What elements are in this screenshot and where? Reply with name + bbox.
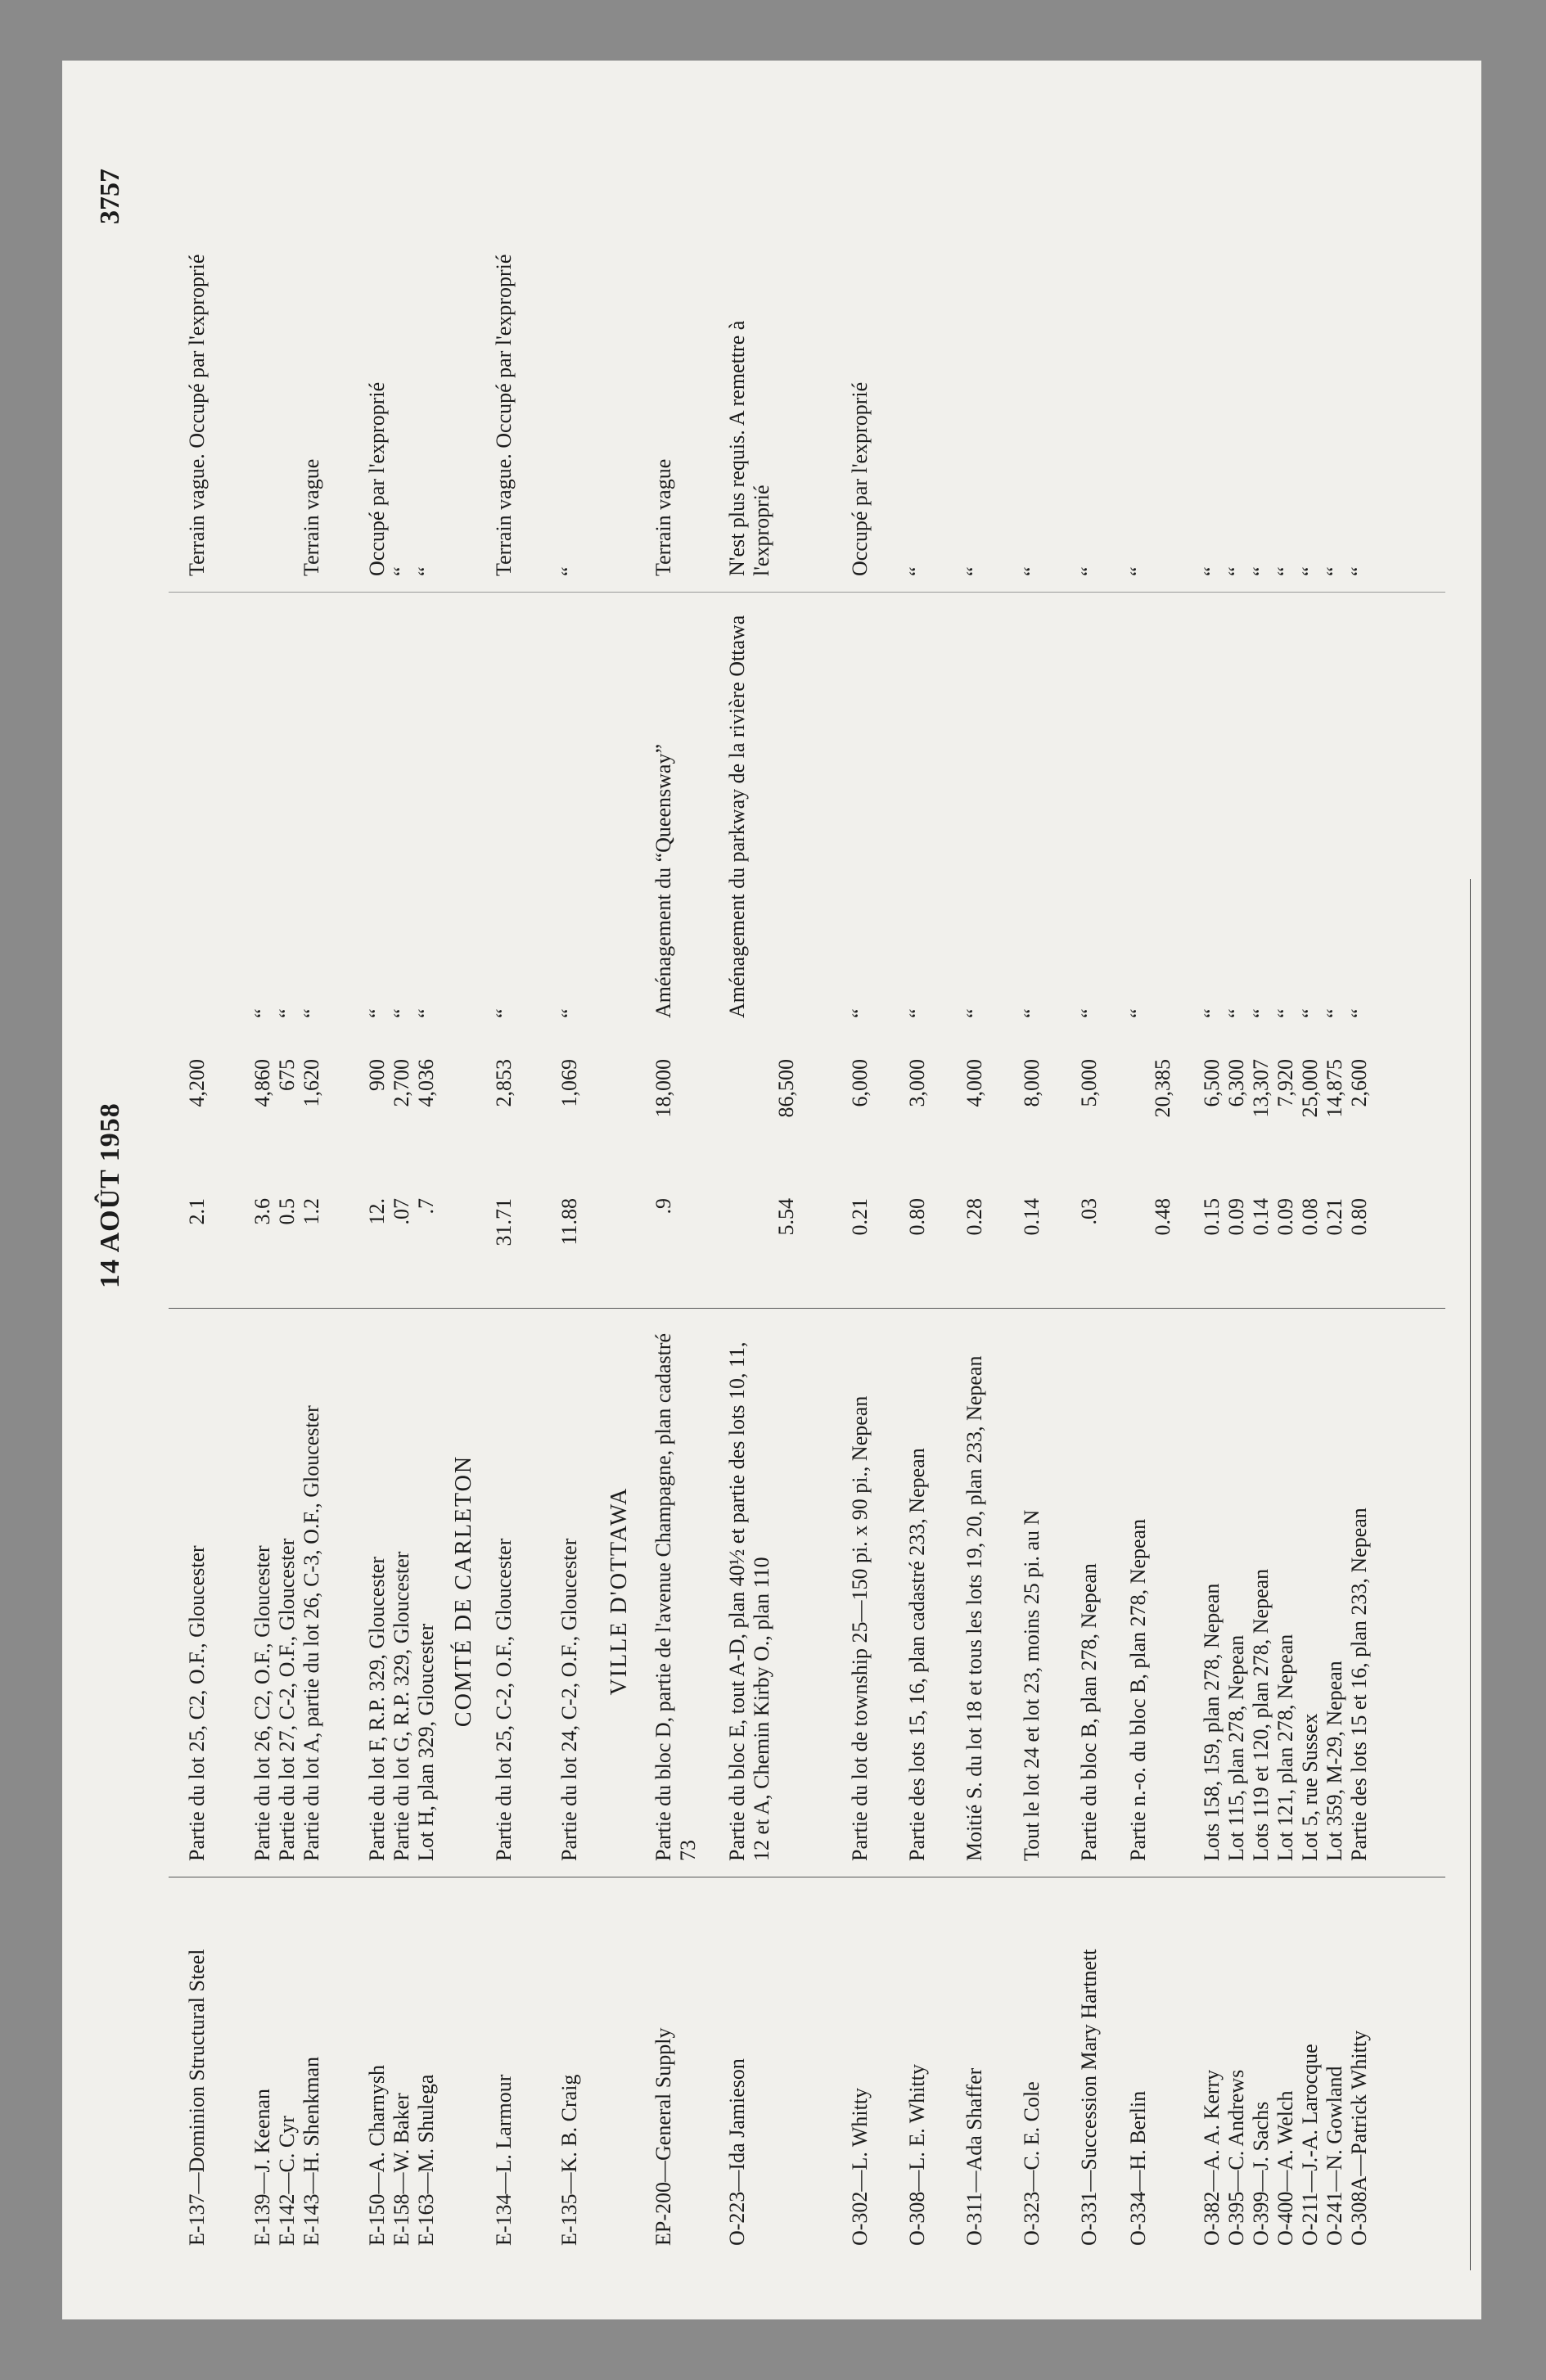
- acres-cell: .9: [651, 1198, 675, 1215]
- state-cell: “: [1249, 566, 1273, 576]
- amount-cell: 2,853: [492, 1059, 516, 1107]
- acres-cell: 0.09: [1224, 1198, 1248, 1236]
- owner-cell: E-150—A. Charnysh: [365, 2065, 389, 2246]
- description-cell: Partie des lots 15 et 16, plan 233, Nepean: [1347, 1508, 1371, 1861]
- amount-cell: 7,920: [1273, 1059, 1297, 1107]
- amount-cell: 8,000: [1020, 1059, 1043, 1107]
- use-cell: “: [275, 1008, 299, 1018]
- amount-cell: 20,385: [1151, 1059, 1174, 1118]
- description-cell: Partie du bloc E, tout A-D, plan 40½ et partie des lots 10, 11, 12 et A, Chemin Kirby O., plan 110: [725, 1341, 773, 1861]
- owner-cell: E-158—W. Baker: [390, 2093, 413, 2246]
- state-cell: Terrain vague. Occupé par l'exproprié: [492, 254, 516, 576]
- state-cell: “: [1020, 566, 1043, 576]
- use-cell: “: [1077, 1008, 1101, 1018]
- description-cell: Partie du lot G, R.P. 329, Gloucester: [390, 1551, 413, 1861]
- owner-cell: E-142—C. Cyr: [275, 2116, 299, 2246]
- description-cell: Partie du lot 24, C-2, O.F., Gloucester: [557, 1538, 581, 1861]
- use-cell: “: [962, 1008, 986, 1018]
- acres-cell: .7: [414, 1198, 438, 1215]
- page-date: 14 AOÛT 1958: [95, 1102, 125, 1288]
- state-cell: “: [1323, 566, 1346, 576]
- acres-cell: 0.21: [1323, 1198, 1346, 1236]
- amount-cell: 900: [365, 1059, 389, 1091]
- owner-cell: O-241—N. Gowland: [1323, 2066, 1346, 2246]
- description-cell: Partie du bloc B, plan 278, Nepean: [1077, 1563, 1101, 1861]
- description-cell: Partie du lot 25, C-2, O.F., Gloucester: [492, 1538, 516, 1861]
- amount-cell: 6,300: [1224, 1059, 1248, 1107]
- state-cell: “: [1200, 566, 1224, 576]
- use-cell: “: [1200, 1008, 1224, 1018]
- owner-cell: O-308—L. E. Whitty: [905, 2064, 929, 2246]
- description-cell: Lots 119 et 120, plan 278, Nepean: [1249, 1568, 1273, 1861]
- description-cell: Lot H, plan 329, Gloucester: [414, 1623, 438, 1861]
- state-cell: Occupé par l'exproprié: [848, 381, 872, 576]
- owner-cell: EP-200—General Supply: [651, 2027, 675, 2246]
- owner-cell: O-400—A. Welch: [1273, 2090, 1297, 2246]
- state-cell: Terrain vague. Occupé par l'exproprié: [185, 254, 209, 576]
- description-cell: Partie des lots 15, 16, plan cadastré 233, Nepean: [905, 1448, 929, 1861]
- page-number: 3757: [95, 169, 125, 224]
- state-cell: “: [1347, 566, 1371, 576]
- amount-cell: 13,307: [1249, 1059, 1273, 1118]
- state-cell: Terrain vague: [651, 458, 675, 576]
- owner-cell: O-223—Ida Jamieson: [725, 2058, 749, 2246]
- use-cell: “: [1298, 1008, 1322, 1018]
- page-header: [95, 93, 144, 2270]
- owner-cell: E-137—Dominion Structural Steel: [185, 1949, 209, 2246]
- state-cell: “: [1126, 566, 1150, 576]
- owner-cell: E-134—L. Larmour: [492, 2074, 516, 2246]
- description-cell: Lot 115, plan 278, Nepean: [1224, 1634, 1248, 1861]
- acres-cell: 3.6: [250, 1198, 274, 1225]
- owner-cell: O-399—J. Sachs: [1249, 2101, 1273, 2246]
- amount-cell: 3,000: [905, 1059, 929, 1107]
- state-cell: “: [1298, 566, 1322, 576]
- column-divider: [169, 1308, 1445, 1309]
- state-cell: “: [557, 566, 581, 576]
- state-cell: N'est plus requis. A remettre à l'exproprié: [725, 320, 773, 576]
- acres-cell: 0.09: [1273, 1198, 1297, 1236]
- owner-cell: O-331—Succession Mary Hartnett: [1077, 1949, 1101, 2246]
- state-cell: “: [1077, 566, 1101, 576]
- description-cell: Lots 158, 159, plan 278, Nepean: [1200, 1583, 1224, 1861]
- amount-cell: 2,600: [1347, 1059, 1371, 1107]
- amount-cell: 4,200: [185, 1059, 209, 1107]
- owner-cell: O-382—A. A. Kerry: [1200, 2069, 1224, 2246]
- use-cell: “: [300, 1008, 323, 1018]
- description-cell: Lot 359, M-29, Nepean: [1323, 1661, 1346, 1861]
- amount-cell: 4,860: [250, 1059, 274, 1107]
- use-cell: “: [1224, 1008, 1248, 1018]
- description-cell: Partie du lot 26, C2, O.F., Gloucester: [250, 1545, 274, 1861]
- amount-cell: 25,000: [1298, 1059, 1322, 1118]
- amount-cell: 18,000: [651, 1059, 675, 1118]
- state-cell: “: [1273, 566, 1297, 576]
- description-cell: Partie du lot 25, C2, O.F., Gloucester: [185, 1545, 209, 1861]
- amount-cell: 4,036: [414, 1059, 438, 1107]
- use-cell: “: [1126, 1008, 1150, 1018]
- acres-cell: 1.2: [300, 1198, 323, 1225]
- description-cell: Partie du lot F, R.P. 329, Gloucester: [365, 1556, 389, 1861]
- amount-cell: 14,875: [1323, 1059, 1346, 1118]
- description-cell: Lot 121, plan 278, Nepean: [1273, 1634, 1297, 1861]
- description-cell: Partie du lot de township 25—150 pi. x 90 pi., Nepean: [848, 1395, 872, 1861]
- amount-cell: 5,000: [1077, 1059, 1101, 1107]
- column-divider: [169, 592, 1445, 593]
- page-sheet: [62, 61, 1481, 2319]
- owner-cell: E-143—H. Shenkman: [300, 2056, 323, 2246]
- use-cell: Aménagement du “Queensway”: [651, 744, 675, 1018]
- acres-cell: 0.28: [962, 1198, 986, 1236]
- amount-cell: 1,069: [557, 1059, 581, 1107]
- description-cell: Lot 5, rue Sussex: [1298, 1713, 1322, 1861]
- owner-cell: O-311—Ada Shaffer: [962, 2067, 986, 2246]
- acres-cell: 0.80: [1347, 1198, 1371, 1236]
- owner-cell: O-302—L. Whitty: [848, 2087, 872, 2246]
- use-cell: “: [492, 1008, 516, 1018]
- use-cell: “: [390, 1008, 413, 1018]
- acres-cell: 0.80: [905, 1198, 929, 1236]
- use-cell: “: [557, 1008, 581, 1018]
- acres-cell: 0.21: [848, 1198, 872, 1236]
- acres-cell: 0.15: [1200, 1198, 1224, 1236]
- state-cell: “: [414, 566, 438, 576]
- amount-cell: 675: [275, 1059, 299, 1091]
- use-cell: “: [365, 1008, 389, 1018]
- acres-cell: 2.1: [185, 1198, 209, 1225]
- state-cell: Terrain vague: [300, 458, 323, 576]
- use-cell: “: [1347, 1008, 1371, 1018]
- use-cell: “: [414, 1008, 438, 1018]
- amount-cell: 6,000: [848, 1059, 872, 1107]
- owner-cell: E-135—K. B. Craig: [557, 2074, 581, 2246]
- acres-cell: 0.14: [1249, 1198, 1273, 1236]
- state-cell: “: [1224, 566, 1248, 576]
- acres-cell: 31.71: [492, 1198, 516, 1246]
- state-cell: “: [390, 566, 413, 576]
- description-cell: Partie du bloc D, partie de l'avenue Champagne, plan cadastré 73: [651, 1332, 700, 1861]
- acres-cell: 5.54: [774, 1198, 798, 1236]
- acres-cell: 0.14: [1020, 1198, 1043, 1236]
- amount-cell: 2,700: [390, 1059, 413, 1107]
- acres-cell: 0.08: [1298, 1198, 1322, 1236]
- expropriation-table: [169, 93, 1445, 2270]
- owner-cell: O-211—J.-A. Larocque: [1298, 2044, 1322, 2246]
- acres-cell: 11.88: [557, 1198, 581, 1246]
- acres-cell: .07: [390, 1198, 413, 1225]
- use-cell: “: [1249, 1008, 1273, 1018]
- use-cell: “: [1020, 1008, 1043, 1018]
- description-cell: Tout le lot 24 et lot 23, moins 25 pi. au N: [1020, 1509, 1043, 1861]
- description-cell: Moitié S. du lot 18 et tous les lots 19, 20, plan 233, Nepean: [962, 1355, 986, 1861]
- amount-cell: 1,620: [300, 1059, 323, 1107]
- section-heading-carleton: COMTÉ DE CARLETON: [451, 1454, 476, 1728]
- use-cell: “: [250, 1008, 274, 1018]
- rotated-page: [62, 93, 1481, 2270]
- owner-cell: O-334—H. Berlin: [1126, 2090, 1150, 2246]
- description-cell: Partie du lot 27, C-2, O.F., Gloucester: [275, 1538, 299, 1861]
- state-cell: Occupé par l'exproprié: [365, 381, 389, 576]
- use-cell: “: [848, 1008, 872, 1018]
- description-cell: Partie du lot A, partie du lot 26, C-3, O.F., Gloucester: [300, 1405, 323, 1861]
- description-cell: Partie n.-o. du bloc B, plan 278, Nepean: [1126, 1518, 1150, 1861]
- owner-cell: E-163—M. Shulega: [414, 2074, 438, 2246]
- section-heading-ottawa: VILLE D'OTTAWA: [606, 1486, 632, 1696]
- use-cell: “: [1323, 1008, 1346, 1018]
- owner-cell: O-395—C. Andrews: [1224, 2069, 1248, 2246]
- acres-cell: 0.48: [1151, 1198, 1174, 1236]
- use-cell: “: [905, 1008, 929, 1018]
- amount-cell: 6,500: [1200, 1059, 1224, 1107]
- acres-cell: .03: [1077, 1198, 1101, 1225]
- owner-cell: O-323—C. E. Cole: [1020, 2081, 1043, 2246]
- owner-cell: O-308A—Patrick Whitty: [1347, 2030, 1371, 2246]
- state-cell: “: [962, 566, 986, 576]
- owner-cell: E-139—J. Keenan: [250, 2088, 274, 2246]
- acres-cell: 0.5: [275, 1198, 299, 1225]
- use-cell: Aménagement du parkway de la rivière Ottawa: [725, 615, 749, 1018]
- acres-cell: 12.: [365, 1198, 389, 1225]
- use-cell: “: [1273, 1008, 1297, 1018]
- table-bottom-rule: [1470, 879, 1471, 2270]
- state-cell: “: [905, 566, 929, 576]
- amount-cell: 86,500: [774, 1059, 798, 1118]
- amount-cell: 4,000: [962, 1059, 986, 1107]
